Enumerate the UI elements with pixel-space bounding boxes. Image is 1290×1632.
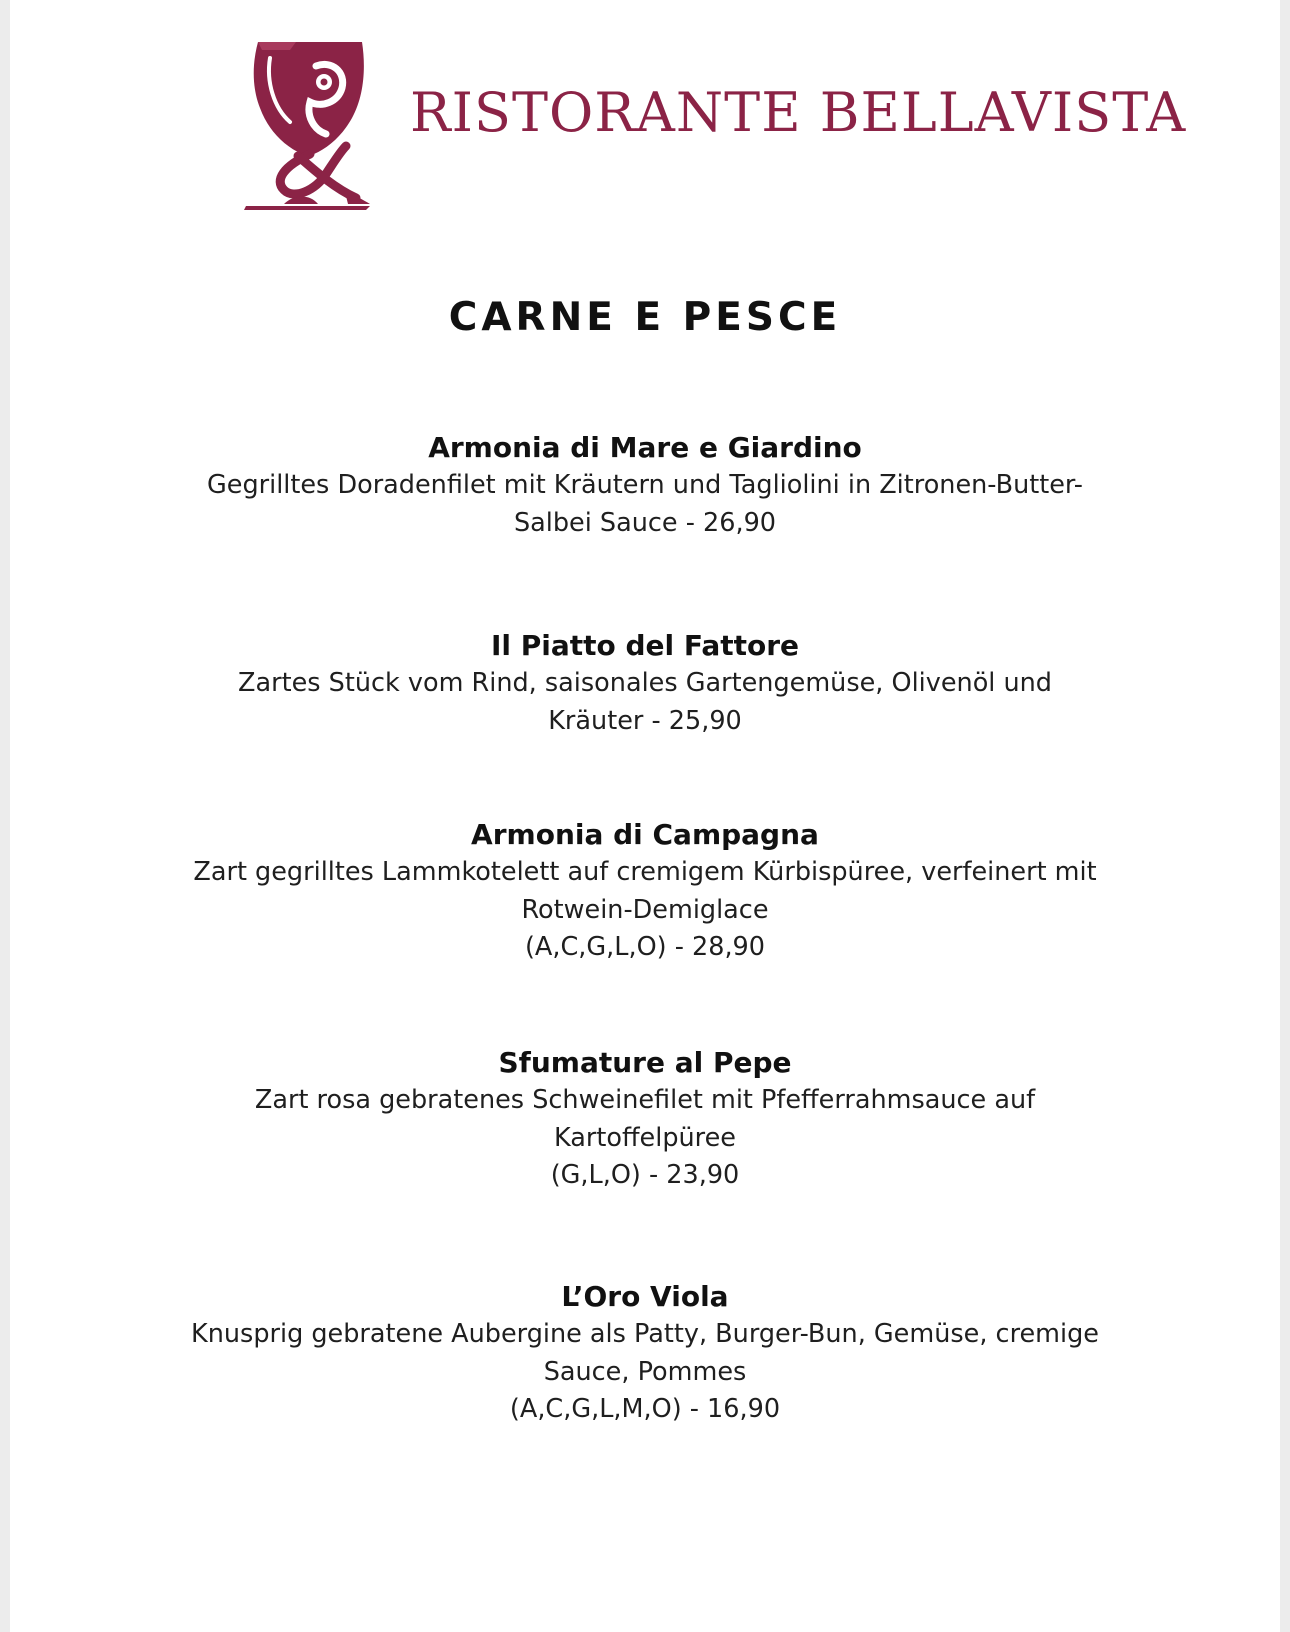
dish-description: Zart rosa gebratenes Schweinefilet mit Pfefferrahmsauce auf: [254, 1085, 1036, 1115]
menu-item: [0, 816, 1290, 967]
restaurant-name: RISTORANTE BELLAVISTA: [410, 81, 1187, 144]
dish-name: Armonia di Campagna: [471, 818, 819, 851]
dish-name: Armonia di Mare e Giardino: [428, 431, 862, 464]
menu-item: [0, 1278, 1290, 1429]
dish-description: Sauce, Pommes: [543, 1356, 747, 1387]
dish-name: Sfumature al Pepe: [498, 1046, 792, 1079]
dish-price-line: Salbei Sauce - 26,90: [513, 507, 777, 538]
dish-description: Kartoffelpüree: [554, 1122, 736, 1153]
dish-name: L’Oro Viola: [561, 1280, 729, 1313]
dish-name: Il Piatto del Fattore: [490, 629, 800, 662]
menu-item: [0, 1044, 1290, 1195]
dish-description: Rotwein-Demiglace: [521, 894, 769, 925]
dish-price-line: (A,C,G,L,M,O) - 16,90: [509, 1394, 781, 1424]
menu-item: [0, 627, 1290, 740]
wine-glass-ampersand-logo-icon: [244, 38, 374, 210]
dish-price-line: (A,C,G,L,O) - 28,90: [524, 932, 766, 962]
dish-price-line: (G,L,O) - 23,90: [550, 1160, 740, 1190]
dish-price-line: Kräuter - 25,90: [548, 705, 742, 736]
dish-description: Knusprig gebratene Aubergine als Patty, Burger-Bun, Gemüse, cremige: [190, 1319, 1099, 1349]
dish-description: Zart gegrilltes Lammkotelett auf cremigem Kürbispüree, verfeinert mit: [193, 857, 1097, 887]
dish-description: Gegrilltes Doradenfilet mit Kräutern und Tagliolini in Zitronen-Butter-: [207, 470, 1083, 500]
menu-item: [0, 429, 1290, 542]
section-title: CARNE E PESCE: [448, 295, 842, 340]
dish-description: Zartes Stück vom Rind, saisonales Gartengemüse, Olivenöl und: [238, 668, 1052, 698]
